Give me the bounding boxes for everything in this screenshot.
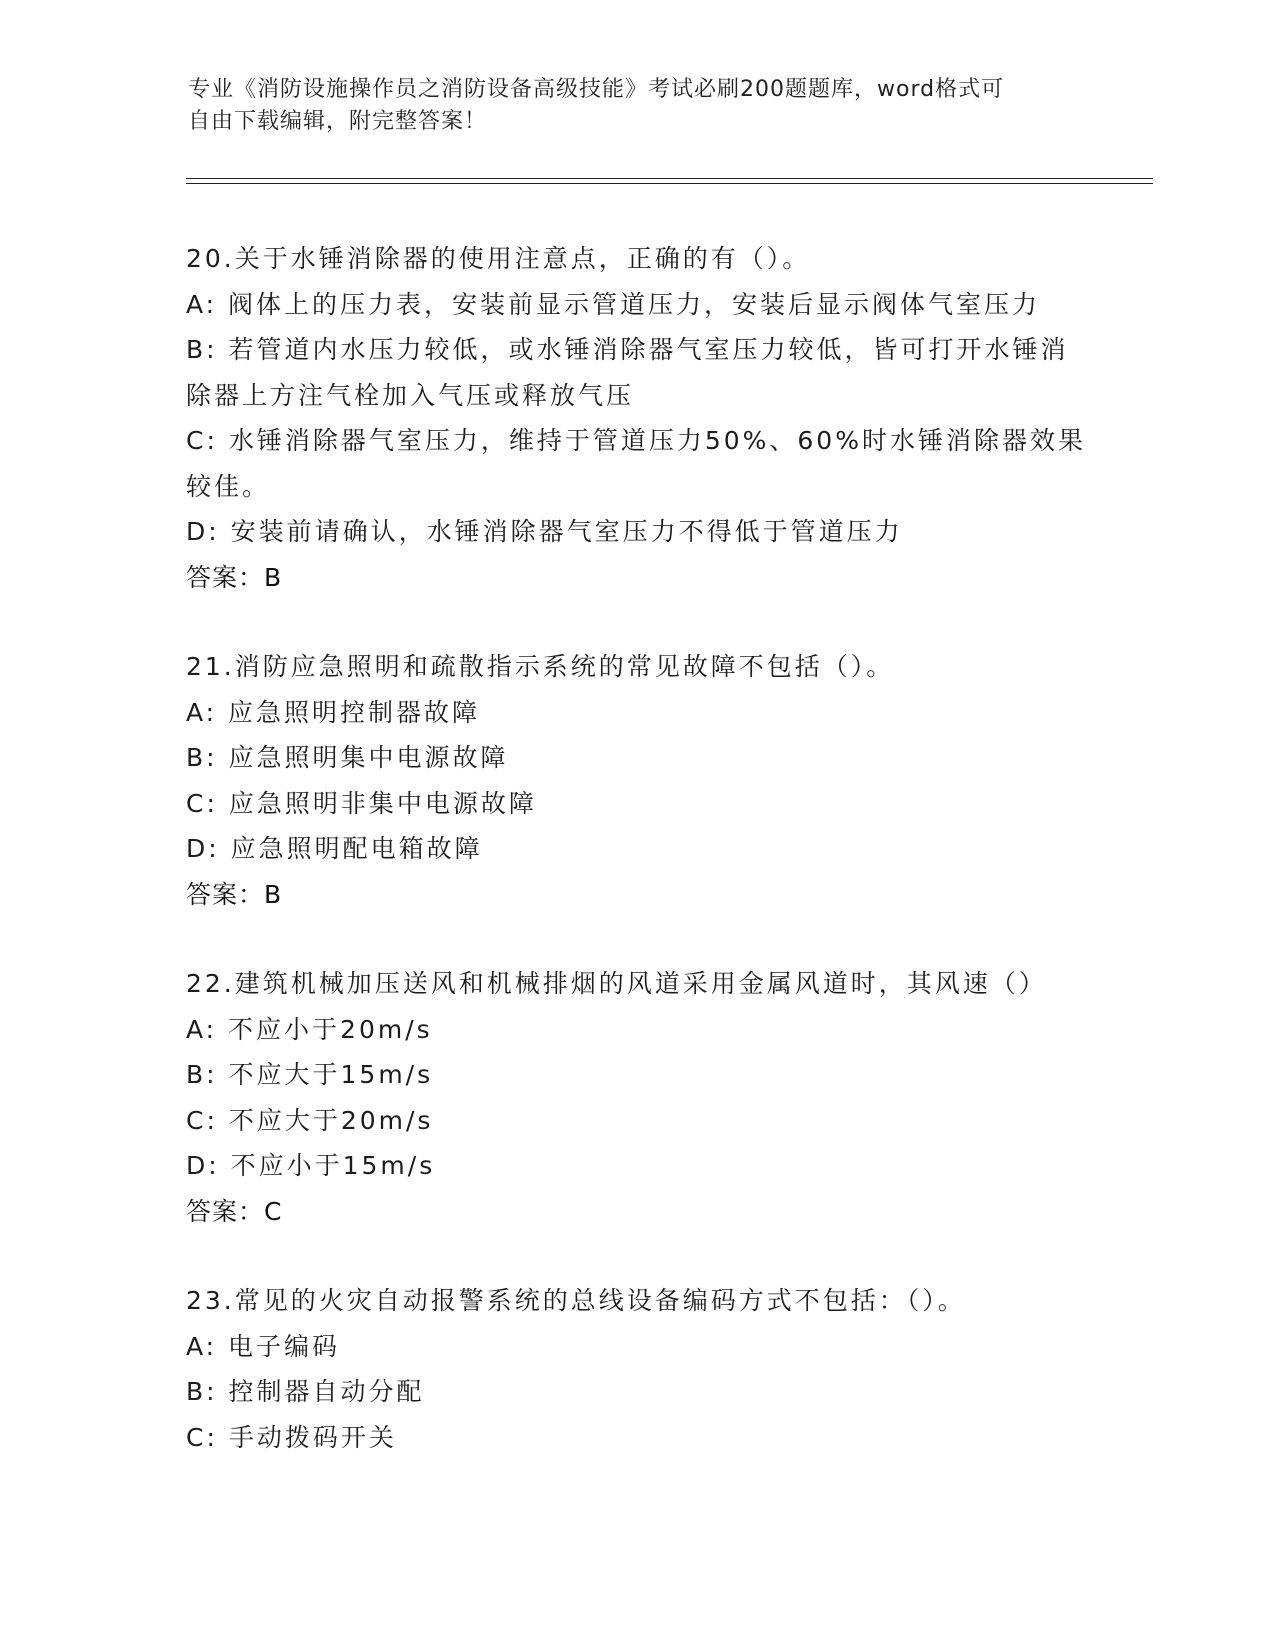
header-title-line-1: 专业《消防设施操作员之消防设备高级技能》考试必刷200题题库，word格式可 bbox=[188, 77, 1005, 102]
header-title-line-2: 自由下载编辑，附完整答案！ bbox=[188, 109, 488, 134]
question-22 bbox=[186, 961, 1086, 1234]
option-c: C: 水锤消除器气室压力，维持于管道压力50%、60%时水锤消除器效果较佳。 bbox=[186, 426, 1086, 501]
question-spacer bbox=[186, 1234, 1086, 1278]
header-divider-top bbox=[186, 178, 1153, 179]
option-b: B: 控制器自动分配 bbox=[186, 1377, 425, 1406]
document-header bbox=[188, 74, 1088, 138]
option-d: D: 应急照明配电箱故障 bbox=[186, 834, 483, 863]
option-d: D: 安装前请确认，水锤消除器气室压力不得低于管道压力 bbox=[186, 517, 903, 546]
question-spacer bbox=[186, 600, 1086, 644]
question-list bbox=[186, 236, 1086, 1460]
answer-line: 答案：B bbox=[186, 562, 283, 592]
header-divider-bottom bbox=[186, 183, 1153, 184]
option-a: A: 电子编码 bbox=[186, 1331, 341, 1361]
option-a: A: 不应小于20m/s bbox=[186, 1014, 433, 1044]
answer-line: 答案：C bbox=[186, 1196, 283, 1226]
option-a: A: 应急照明控制器故障 bbox=[186, 697, 481, 727]
question-stem: 23.常见的火灾自动报警系统的总线设备编码方式不包括：（）。 bbox=[186, 1286, 966, 1315]
option-b: B: 应急照明集中电源故障 bbox=[186, 743, 509, 772]
question-23 bbox=[186, 1278, 1086, 1460]
question-stem: 22.建筑机械加压送风和机械排烟的风道采用金属风道时，其风速（） bbox=[186, 969, 1047, 998]
option-c: C: 手动拨码开关 bbox=[186, 1422, 397, 1452]
question-21 bbox=[186, 644, 1086, 917]
option-d: D: 不应小于15m/s bbox=[186, 1151, 436, 1180]
option-a: A: 阀体上的压力表，安装前显示管道压力，安装后显示阀体气室压力 bbox=[186, 289, 1041, 319]
option-b: B: 不应大于15m/s bbox=[186, 1060, 434, 1089]
question-stem: 20.关于水锤消除器的使用注意点，正确的有（）。 bbox=[186, 244, 811, 273]
question-spacer bbox=[186, 917, 1086, 961]
option-c: C: 应急照明非集中电源故障 bbox=[186, 788, 537, 818]
question-20 bbox=[186, 236, 1086, 600]
option-b: B: 若管道内水压力较低，或水锤消除器气室压力较低，皆可打开水锤消除器上方注气栓加入气压或释放气压 bbox=[186, 335, 1069, 410]
option-c: C: 不应大于20m/s bbox=[186, 1105, 434, 1135]
question-stem: 21.消防应急照明和疏散指示系统的常见故障不包括（）。 bbox=[186, 652, 895, 681]
answer-line: 答案：B bbox=[186, 879, 283, 909]
